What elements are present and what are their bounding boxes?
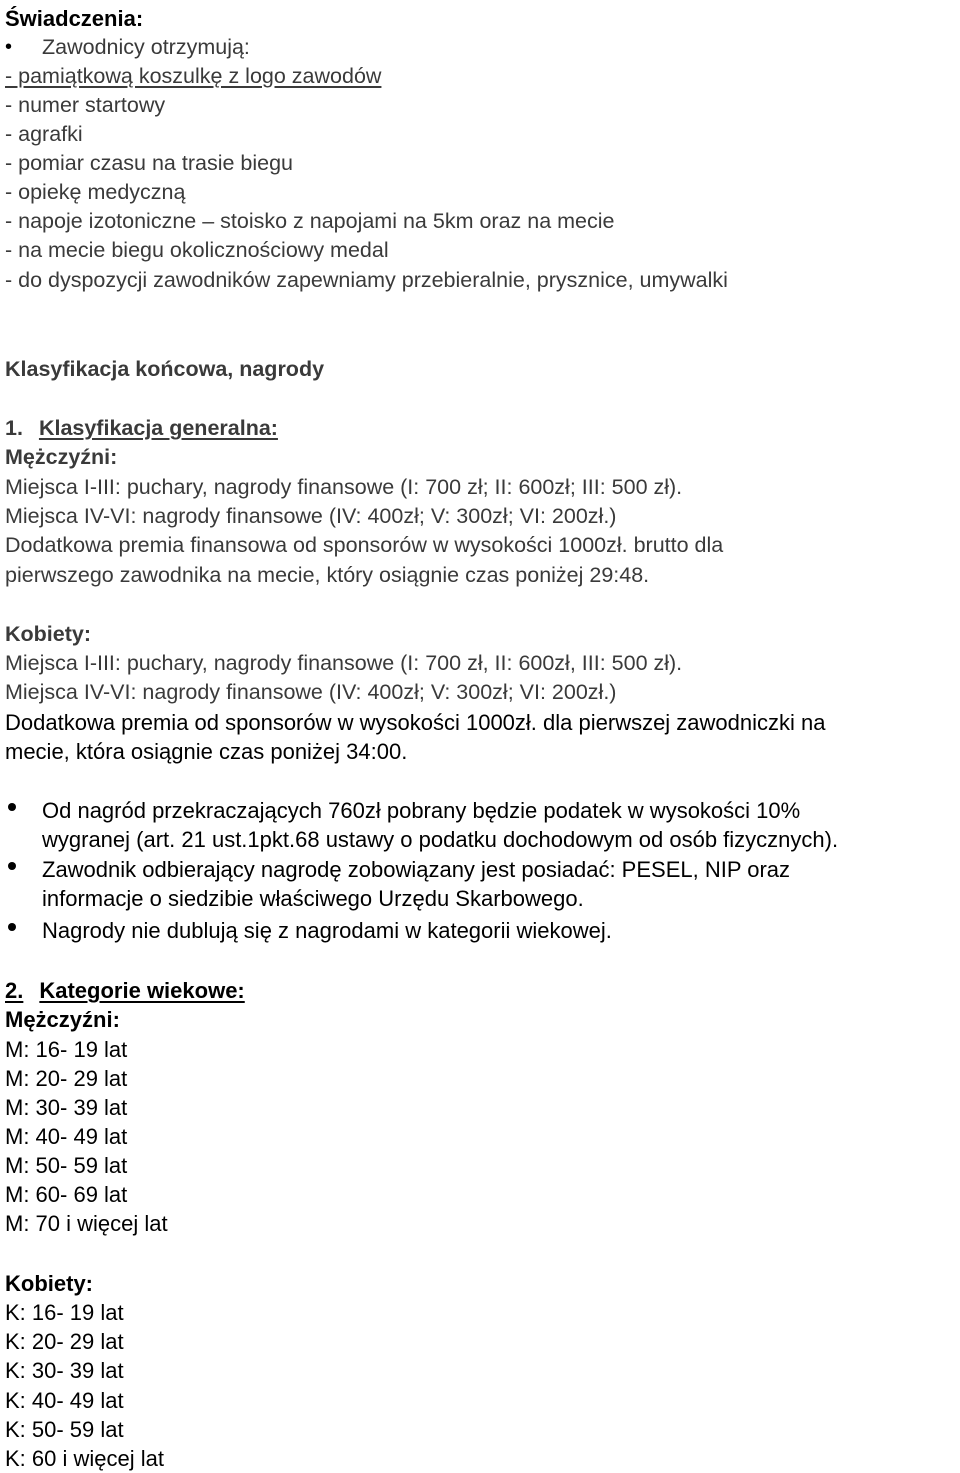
benefit-item: - numer startowy: [5, 93, 166, 117]
bullet-icon: [8, 862, 16, 870]
age-category-men: M: 40- 49 lat: [5, 1124, 128, 1149]
women-prize-line: Miejsca IV-VI: nagrody finansowe (IV: 400zł; V: 300zł; VI: 200zł.): [5, 680, 617, 704]
classification-heading: Klasyfikacja końcowa, nagrody: [5, 357, 325, 381]
men-label: Mężczyźni:: [5, 1007, 120, 1032]
age-category-men: M: 50- 59 lat: [5, 1153, 128, 1178]
benefit-item: - napoje izotoniczne – stoisko z napojami na 5km oraz na mecie: [5, 209, 615, 233]
bullet-icon: [8, 803, 16, 811]
men-prize-line: Miejsca IV-VI: nagrody finansowe (IV: 400zł; V: 300zł; VI: 200zł.): [5, 504, 617, 528]
benefit-item: - pamiątkową koszulkę z logo zawodów: [5, 64, 382, 88]
age-category-women: K: 16- 19 lat: [5, 1300, 124, 1325]
women-label: Kobiety:: [5, 1271, 93, 1296]
bullet-icon: [8, 923, 16, 931]
benefit-item: - opiekę medyczną: [5, 180, 186, 204]
benefit-item: - na mecie biegu okolicznościowy medal: [5, 238, 389, 262]
note-line: Od nagród przekraczających 760zł pobrany będzie podatek w wysokości 10%: [42, 798, 801, 823]
note-line: wygranej (art. 21 ust.1pkt.68 ustawy o podatku dochodowym od osób fizycznych).: [42, 827, 839, 852]
note-line: Zawodnik odbierający nagrodę zobowiązany jest posiadać: PESEL, NIP oraz: [42, 857, 791, 882]
age-category-women: K: 30- 39 lat: [5, 1358, 124, 1383]
men-prize-line: pierwszego zawodnika na mecie, który osiągnie czas poniżej 29:48.: [5, 563, 650, 587]
age-categories-title: [5, 976, 245, 1005]
women-prize-line: mecie, która osiągnie czas poniżej 34:00.: [5, 739, 408, 764]
note-line: informacje o siedzibie właściwego Urzędu Skarbowego.: [42, 886, 584, 911]
women-prize-line: Miejsca I-III: puchary, nagrody finansowe (I: 700 zł, II: 600zł, III: 500 zł).: [5, 651, 683, 675]
section-number: 2.: [5, 978, 24, 1003]
section-number: 1.: [5, 416, 23, 440]
benefit-item: - do dyspozycji zawodników zapewniamy przebieralnie, prysznice, umywalki: [5, 268, 728, 292]
general-classification-title: [5, 414, 278, 443]
women-label: Kobiety:: [5, 622, 91, 646]
men-prize-line: Miejsca I-III: puchary, nagrody finansowe (I: 700 zł; II: 600zł; III: 500 zł).: [5, 475, 683, 499]
age-category-men: M: 70 i więcej lat: [5, 1211, 168, 1236]
benefit-item: - pomiar czasu na trasie biegu: [5, 151, 294, 175]
age-category-women: K: 20- 29 lat: [5, 1329, 124, 1354]
age-category-men: M: 16- 19 lat: [5, 1037, 128, 1062]
age-category-men: M: 30- 39 lat: [5, 1095, 128, 1120]
men-label: Mężczyźni:: [5, 445, 118, 469]
benefit-item: - agrafki: [5, 122, 83, 146]
section-title: Klasyfikacja generalna:: [38, 416, 278, 440]
age-category-men: M: 60- 69 lat: [5, 1182, 128, 1207]
age-category-women: K: 60 i więcej lat: [5, 1446, 164, 1471]
age-category-women: K: 50- 59 lat: [5, 1417, 124, 1442]
age-category-men: M: 20- 29 lat: [5, 1066, 128, 1091]
benefits-heading: Świadczenia:: [5, 6, 144, 31]
section-title: Kategorie wiekowe:: [39, 978, 245, 1003]
men-prize-line: Dodatkowa premia finansowa od sponsorów w wysokości 1000zł. brutto dla: [5, 533, 724, 557]
bullet-icon: •: [5, 36, 13, 58]
age-category-women: K: 40- 49 lat: [5, 1388, 124, 1413]
benefits-bullet: Zawodnicy otrzymują:: [42, 35, 250, 59]
note-line: Nagrody nie dublują się z nagrodami w kategorii wiekowej.: [42, 918, 612, 943]
women-prize-line: Dodatkowa premia od sponsorów w wysokości 1000zł. dla pierwszej zawodniczki na: [5, 710, 826, 735]
